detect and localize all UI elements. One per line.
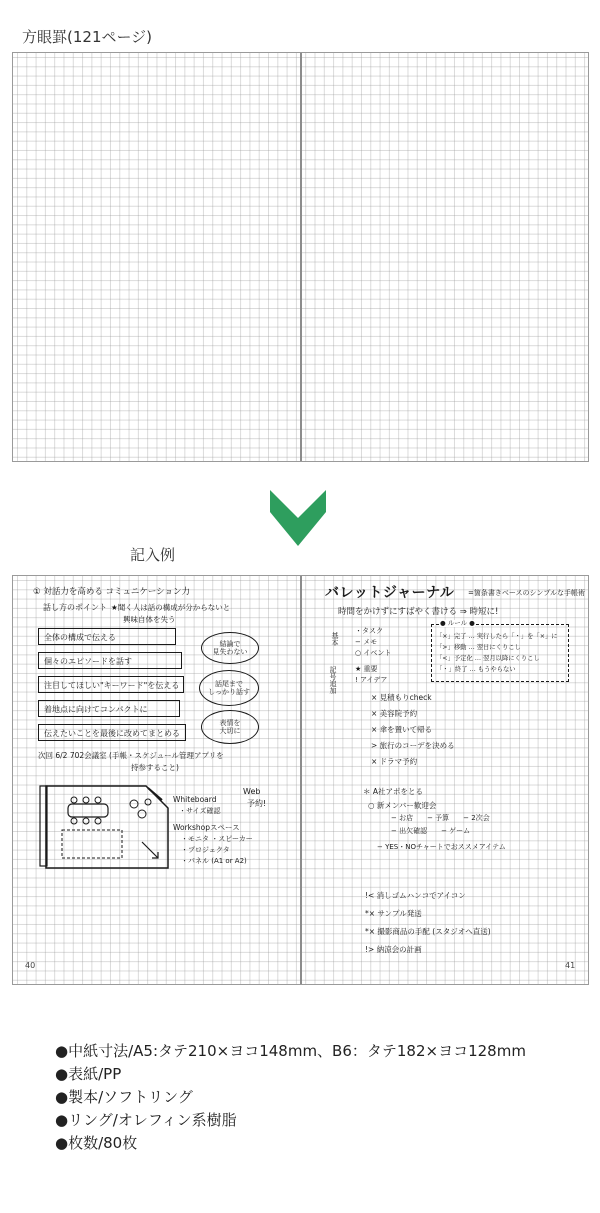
memo-label: 記号追加 [329,666,337,694]
bottom-item: !< 消しゴムハンコでアイコン [365,891,466,900]
task-item: × 見積もりcheck [371,693,432,702]
equipment-item: ・プロジェクタ [181,846,230,854]
example-section-title: 記入例 [130,546,176,564]
task-item: × 美容院予約 [371,709,418,718]
tip-oval: 話尾まで しっかり話す [199,670,259,706]
rules-box [431,619,569,682]
task-item: × 傘を置いて帰る [371,725,433,734]
spread-spine [300,53,302,461]
equipment-item: ・パネル (A1 or A2) [181,857,247,865]
point-box: 注目してほしい"キーワード"を伝える [38,676,184,693]
star-note-line1: ★聞く人は話の構成が分からないと [111,603,231,612]
journal-subtitle: 時間をかけずにすばやく書ける ⇒ 時短に! [338,607,499,617]
spec-item: ●製本/ソフトリング [55,1088,193,1106]
memo-line: ＊ A社アポをとる [363,787,424,796]
workshop-label: Workshopスペース [173,823,240,832]
rule-item: 「×」完了 … 実行したら「・」を「×」に [436,633,558,640]
memo-line: ○ 新メンバー歓迎会 [368,801,437,810]
journal-title: バレットジャーナル [325,585,455,601]
memo-line: − 出欠確認 − ゲーム [391,827,471,835]
bottom-item: *× サンプル発送 [365,909,422,918]
equipment-item: ・モニタ ・スピーカー [181,835,253,843]
spec-item: ●中紙寸法/A5:タテ210×ヨコ148mm、B6：タテ182×ヨコ128mm [55,1042,526,1060]
basic-item: − メモ [355,638,378,646]
point-box: 全体の構成で伝える [38,628,176,645]
basic-item: ○ イベント [355,649,392,657]
rules-header: ● ルール ● [440,619,475,627]
basic-label: 基本 [331,632,339,646]
task-item: × ドラマ予約 [371,757,418,766]
point-box: 伝えたいことを最後に改めてまとめる [38,724,186,741]
task-item: > 旅行のコーデを決める [371,741,455,750]
grid-section-title: 方眼罫(121ページ) [22,28,153,46]
spec-item: ●枚数/80枚 [55,1134,138,1152]
rule-item: 「・」終了 … もうやらない [436,666,516,673]
memo-line: − お店 − 予算 − 2次会 [391,814,490,822]
size-check-label: ・サイズ確認 [179,807,221,815]
memo-item: ! アイデア [355,676,388,684]
point-box: 個々のエピソードを話す [38,652,182,669]
bottom-item: !> 納涼会の計画 [365,945,422,954]
rule-item: 「>」移動 … 翌日にくりこし [436,644,521,651]
spec-item: ●リング/オレフィン系樹脂 [55,1111,237,1129]
rule-item: 「<」予定化 … 翌月以降にくりこし [436,655,540,662]
next-meeting-line2: 持参すること) [131,763,179,772]
example-spread [12,575,589,985]
point-box: 着地点に向けてコンパクトに [38,700,180,717]
tip-oval: 結論で 見失わない [201,632,259,664]
next-meeting-line1: 次回 6/2 702会議室 (手帳・スケジュール管理アプリを [38,751,224,760]
points-label: 話し方のポイント [43,603,107,612]
memo-line: − YES・NOチャートでおススメアイテム [377,843,506,851]
journal-title-suffix: =箇条書きベースのシンプルな手帳術 [468,589,586,597]
room-layout-sketch [38,782,178,878]
tip-oval: 表情を 大切に [201,710,259,744]
right-page-number: 41 [565,961,576,970]
left-page-number: 40 [25,961,36,970]
whiteboard-label: Whiteboard [173,795,217,804]
blank-grid-spread [12,52,589,462]
web-label: Web [243,787,261,796]
bottom-item: *× 撮影商品の手配 (スタジオへ直送) [365,927,491,936]
spec-item: ●表紙/PP [55,1065,122,1083]
left-heading: ① 対話力を高める コミュニケーション力 [33,587,191,597]
chevron-down-icon [268,488,328,548]
reserve-label: 予約! [247,799,267,808]
basic-item: ・タスク [355,627,383,635]
memo-item: ★ 重要 [355,665,378,673]
spec-list [55,1040,526,1155]
star-note-line2: 興味自体を失う [123,615,176,624]
spread-spine [300,576,302,984]
